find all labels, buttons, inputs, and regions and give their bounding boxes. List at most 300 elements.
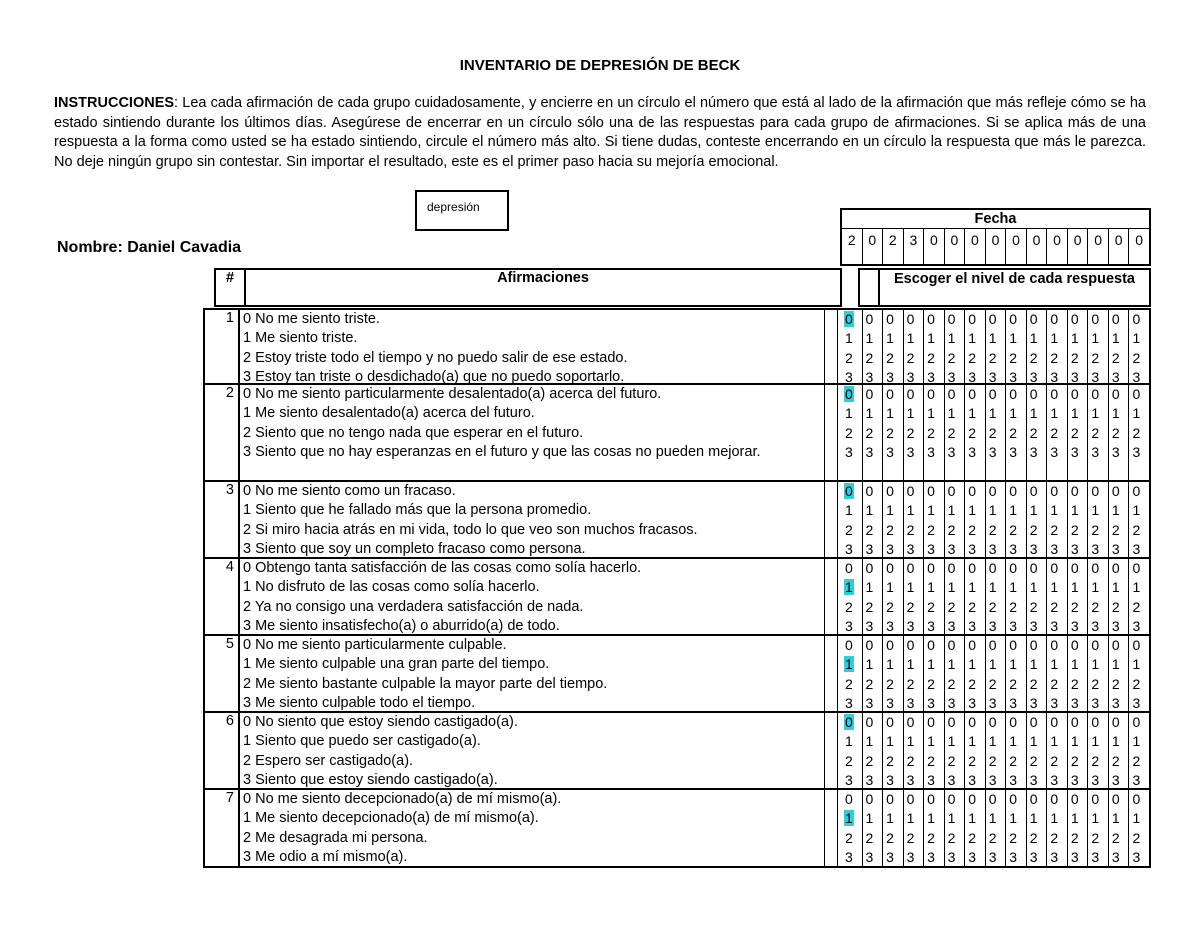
level-cell[interactable]	[906, 809, 924, 828]
level-cell[interactable]	[1131, 349, 1149, 368]
level-cell[interactable]	[885, 385, 903, 404]
level-cell[interactable]	[885, 732, 903, 751]
level-cell[interactable]	[865, 675, 883, 694]
level-cell[interactable]	[1090, 732, 1108, 751]
level-cell[interactable]	[947, 732, 965, 751]
level-cell[interactable]	[885, 752, 903, 771]
level-cell[interactable]	[1049, 385, 1067, 404]
level-cell[interactable]	[1090, 617, 1108, 636]
level-cell[interactable]	[988, 809, 1006, 828]
level-cell[interactable]	[967, 675, 985, 694]
level-cell[interactable]	[1008, 675, 1026, 694]
level-cell[interactable]	[1029, 771, 1047, 790]
level-cell[interactable]	[1111, 310, 1129, 329]
level-cell[interactable]	[1029, 404, 1047, 423]
level-cell[interactable]	[1111, 349, 1129, 368]
level-cell[interactable]	[967, 655, 985, 674]
level-cell[interactable]	[1090, 482, 1108, 501]
level-cell[interactable]	[906, 424, 924, 443]
level-cell[interactable]	[865, 501, 883, 520]
level-cell[interactable]	[988, 598, 1006, 617]
level-cell[interactable]	[1070, 559, 1088, 578]
level-cell[interactable]	[1070, 385, 1088, 404]
level-cell[interactable]	[1131, 732, 1149, 751]
level-cell[interactable]	[885, 598, 903, 617]
level-cell[interactable]	[1049, 694, 1067, 713]
level-cell[interactable]	[967, 790, 985, 809]
level-cell[interactable]	[1008, 752, 1026, 771]
level-cell[interactable]	[1111, 636, 1129, 655]
level-cell[interactable]	[1111, 329, 1129, 348]
level-cell[interactable]	[1008, 578, 1026, 597]
level-cell[interactable]	[906, 732, 924, 751]
level-cell[interactable]	[885, 675, 903, 694]
level-cell[interactable]	[1111, 617, 1129, 636]
level-cell[interactable]	[1008, 559, 1026, 578]
level-cell[interactable]	[1111, 809, 1129, 828]
level-cell[interactable]	[967, 713, 985, 732]
level-cell[interactable]	[1008, 501, 1026, 520]
level-cell[interactable]	[947, 809, 965, 828]
level-cell[interactable]	[967, 771, 985, 790]
level-cell[interactable]	[844, 617, 862, 636]
level-cell[interactable]	[967, 501, 985, 520]
level-cell[interactable]	[1070, 404, 1088, 423]
level-cell[interactable]	[1131, 694, 1149, 713]
level-cell[interactable]	[1111, 404, 1129, 423]
level-cell[interactable]	[926, 521, 944, 540]
level-cell[interactable]	[926, 829, 944, 848]
level-cell[interactable]	[967, 636, 985, 655]
level-cell[interactable]	[1090, 404, 1108, 423]
level-cell[interactable]	[1070, 443, 1088, 462]
level-cell[interactable]	[1049, 521, 1067, 540]
level-cell[interactable]	[906, 349, 924, 368]
level-cell[interactable]	[926, 329, 944, 348]
level-cell[interactable]	[906, 404, 924, 423]
level-cell[interactable]	[1049, 404, 1067, 423]
level-cell[interactable]	[988, 521, 1006, 540]
level-cell[interactable]	[988, 790, 1006, 809]
level-cell[interactable]	[1029, 598, 1047, 617]
level-cell[interactable]	[967, 385, 985, 404]
level-cell[interactable]	[988, 732, 1006, 751]
level-cell[interactable]	[1090, 636, 1108, 655]
level-cell[interactable]	[1111, 848, 1129, 867]
selected-level-cell[interactable]	[844, 809, 862, 828]
level-cell[interactable]	[926, 559, 944, 578]
level-cell[interactable]	[1008, 310, 1026, 329]
level-cell[interactable]	[1008, 540, 1026, 559]
level-cell[interactable]	[906, 482, 924, 501]
level-cell[interactable]	[988, 404, 1006, 423]
level-cell[interactable]	[844, 443, 862, 462]
level-cell[interactable]	[1008, 809, 1026, 828]
level-cell[interactable]	[1029, 521, 1047, 540]
level-cell[interactable]	[1070, 694, 1088, 713]
level-cell[interactable]	[1049, 675, 1067, 694]
level-cell[interactable]	[1049, 809, 1067, 828]
level-cell[interactable]	[906, 655, 924, 674]
level-cell[interactable]	[967, 329, 985, 348]
level-cell[interactable]	[844, 636, 862, 655]
level-cell[interactable]	[926, 636, 944, 655]
level-cell[interactable]	[1070, 655, 1088, 674]
level-cell[interactable]	[1049, 752, 1067, 771]
level-cell[interactable]	[844, 732, 862, 751]
level-cell[interactable]	[865, 443, 883, 462]
level-cell[interactable]	[1029, 310, 1047, 329]
level-cell[interactable]	[926, 443, 944, 462]
level-cell[interactable]	[1029, 829, 1047, 848]
level-cell[interactable]	[926, 349, 944, 368]
level-cell[interactable]	[1029, 385, 1047, 404]
level-cell[interactable]	[1008, 521, 1026, 540]
level-cell[interactable]	[947, 443, 965, 462]
level-cell[interactable]	[844, 349, 862, 368]
level-cell[interactable]	[906, 829, 924, 848]
level-cell[interactable]	[1049, 771, 1067, 790]
level-cell[interactable]	[844, 501, 862, 520]
level-cell[interactable]	[885, 424, 903, 443]
level-cell[interactable]	[1029, 578, 1047, 597]
level-cell[interactable]	[988, 617, 1006, 636]
level-cell[interactable]	[1029, 713, 1047, 732]
level-cell[interactable]	[926, 655, 944, 674]
level-cell[interactable]	[1070, 482, 1088, 501]
level-cell[interactable]	[988, 713, 1006, 732]
level-cell[interactable]	[988, 675, 1006, 694]
level-cell[interactable]	[967, 598, 985, 617]
level-cell[interactable]	[967, 578, 985, 597]
level-cell[interactable]	[1049, 424, 1067, 443]
level-cell[interactable]	[844, 424, 862, 443]
level-cell[interactable]	[865, 424, 883, 443]
level-cell[interactable]	[1029, 675, 1047, 694]
level-cell[interactable]	[885, 349, 903, 368]
level-cell[interactable]	[1070, 848, 1088, 867]
level-cell[interactable]	[1008, 713, 1026, 732]
level-cell[interactable]	[988, 501, 1006, 520]
level-cell[interactable]	[844, 752, 862, 771]
level-cell[interactable]	[906, 540, 924, 559]
level-cell[interactable]	[1049, 501, 1067, 520]
level-cell[interactable]	[885, 713, 903, 732]
level-cell[interactable]	[1070, 732, 1088, 751]
level-cell[interactable]	[865, 329, 883, 348]
level-cell[interactable]	[1029, 694, 1047, 713]
level-cell[interactable]	[926, 310, 944, 329]
level-cell[interactable]	[1111, 713, 1129, 732]
level-cell[interactable]	[947, 655, 965, 674]
selected-level-cell[interactable]	[844, 713, 862, 732]
level-cell[interactable]	[1029, 443, 1047, 462]
level-cell[interactable]	[926, 598, 944, 617]
level-cell[interactable]	[1008, 771, 1026, 790]
level-cell[interactable]	[1008, 790, 1026, 809]
level-cell[interactable]	[967, 482, 985, 501]
level-cell[interactable]	[1131, 713, 1149, 732]
level-cell[interactable]	[865, 732, 883, 751]
level-cell[interactable]	[1029, 501, 1047, 520]
level-cell[interactable]	[1131, 329, 1149, 348]
level-cell[interactable]	[947, 617, 965, 636]
level-cell[interactable]	[1131, 790, 1149, 809]
level-cell[interactable]	[988, 424, 1006, 443]
level-cell[interactable]	[885, 655, 903, 674]
level-cell[interactable]	[988, 578, 1006, 597]
level-cell[interactable]	[947, 829, 965, 848]
level-cell[interactable]	[1131, 578, 1149, 597]
level-cell[interactable]	[1070, 598, 1088, 617]
level-cell[interactable]	[865, 385, 883, 404]
level-cell[interactable]	[1070, 310, 1088, 329]
level-cell[interactable]	[885, 617, 903, 636]
level-cell[interactable]	[1070, 578, 1088, 597]
level-cell[interactable]	[1111, 424, 1129, 443]
level-cell[interactable]	[1070, 521, 1088, 540]
level-cell[interactable]	[885, 404, 903, 423]
level-cell[interactable]	[885, 521, 903, 540]
level-cell[interactable]	[865, 809, 883, 828]
level-cell[interactable]	[1008, 329, 1026, 348]
level-cell[interactable]	[1049, 310, 1067, 329]
level-cell[interactable]	[1090, 310, 1108, 329]
level-cell[interactable]	[1111, 655, 1129, 674]
level-cell[interactable]	[906, 771, 924, 790]
level-cell[interactable]	[865, 848, 883, 867]
level-cell[interactable]	[1049, 655, 1067, 674]
level-cell[interactable]	[926, 540, 944, 559]
level-cell[interactable]	[1131, 598, 1149, 617]
level-cell[interactable]	[885, 829, 903, 848]
level-cell[interactable]	[988, 655, 1006, 674]
level-cell[interactable]	[947, 329, 965, 348]
level-cell[interactable]	[885, 694, 903, 713]
level-cell[interactable]	[1090, 752, 1108, 771]
level-cell[interactable]	[967, 443, 985, 462]
level-cell[interactable]	[1070, 501, 1088, 520]
level-cell[interactable]	[865, 752, 883, 771]
level-cell[interactable]	[1029, 349, 1047, 368]
level-cell[interactable]	[1029, 790, 1047, 809]
level-cell[interactable]	[1111, 521, 1129, 540]
level-cell[interactable]	[1131, 443, 1149, 462]
level-cell[interactable]	[967, 540, 985, 559]
level-cell[interactable]	[1029, 655, 1047, 674]
level-cell[interactable]	[988, 694, 1006, 713]
level-cell[interactable]	[865, 694, 883, 713]
level-cell[interactable]	[865, 636, 883, 655]
level-cell[interactable]	[906, 617, 924, 636]
level-cell[interactable]	[906, 443, 924, 462]
level-cell[interactable]	[1090, 675, 1108, 694]
level-cell[interactable]	[1090, 655, 1108, 674]
level-cell[interactable]	[865, 482, 883, 501]
level-cell[interactable]	[1090, 598, 1108, 617]
level-cell[interactable]	[1111, 694, 1129, 713]
level-cell[interactable]	[1008, 655, 1026, 674]
level-cell[interactable]	[865, 713, 883, 732]
level-cell[interactable]	[844, 404, 862, 423]
level-cell[interactable]	[967, 829, 985, 848]
level-cell[interactable]	[1049, 617, 1067, 636]
level-cell[interactable]	[1131, 675, 1149, 694]
level-cell[interactable]	[885, 578, 903, 597]
level-cell[interactable]	[1090, 521, 1108, 540]
level-cell[interactable]	[1049, 443, 1067, 462]
level-cell[interactable]	[844, 559, 862, 578]
level-cell[interactable]	[967, 559, 985, 578]
level-cell[interactable]	[926, 752, 944, 771]
level-cell[interactable]	[1008, 598, 1026, 617]
level-cell[interactable]	[947, 675, 965, 694]
selected-level-cell[interactable]	[844, 578, 862, 597]
level-cell[interactable]	[844, 829, 862, 848]
level-cell[interactable]	[865, 559, 883, 578]
level-cell[interactable]	[906, 752, 924, 771]
level-cell[interactable]	[988, 329, 1006, 348]
level-cell[interactable]	[947, 424, 965, 443]
level-cell[interactable]	[885, 501, 903, 520]
level-cell[interactable]	[906, 598, 924, 617]
level-cell[interactable]	[906, 675, 924, 694]
level-cell[interactable]	[1029, 482, 1047, 501]
level-cell[interactable]	[865, 829, 883, 848]
level-cell[interactable]	[865, 540, 883, 559]
level-cell[interactable]	[844, 675, 862, 694]
level-cell[interactable]	[844, 598, 862, 617]
level-cell[interactable]	[988, 771, 1006, 790]
level-cell[interactable]	[1070, 829, 1088, 848]
level-cell[interactable]	[926, 424, 944, 443]
level-cell[interactable]	[947, 540, 965, 559]
level-cell[interactable]	[947, 713, 965, 732]
level-cell[interactable]	[967, 310, 985, 329]
level-cell[interactable]	[1090, 848, 1108, 867]
level-cell[interactable]	[967, 694, 985, 713]
level-cell[interactable]	[988, 443, 1006, 462]
level-cell[interactable]	[947, 848, 965, 867]
level-cell[interactable]	[1070, 424, 1088, 443]
level-cell[interactable]	[1029, 848, 1047, 867]
level-cell[interactable]	[1070, 675, 1088, 694]
level-cell[interactable]	[1008, 482, 1026, 501]
level-cell[interactable]	[1029, 617, 1047, 636]
level-cell[interactable]	[865, 578, 883, 597]
level-cell[interactable]	[1070, 713, 1088, 732]
level-cell[interactable]	[844, 790, 862, 809]
level-cell[interactable]	[967, 732, 985, 751]
level-cell[interactable]	[1131, 809, 1149, 828]
level-cell[interactable]	[947, 310, 965, 329]
level-cell[interactable]	[1090, 694, 1108, 713]
level-cell[interactable]	[1111, 385, 1129, 404]
level-cell[interactable]	[844, 771, 862, 790]
level-cell[interactable]	[1090, 540, 1108, 559]
level-cell[interactable]	[1070, 636, 1088, 655]
level-cell[interactable]	[988, 829, 1006, 848]
level-cell[interactable]	[926, 809, 944, 828]
level-cell[interactable]	[967, 349, 985, 368]
level-cell[interactable]	[947, 771, 965, 790]
level-cell[interactable]	[947, 559, 965, 578]
level-cell[interactable]	[926, 790, 944, 809]
level-cell[interactable]	[906, 790, 924, 809]
level-cell[interactable]	[1131, 752, 1149, 771]
level-cell[interactable]	[1111, 559, 1129, 578]
level-cell[interactable]	[926, 578, 944, 597]
level-cell[interactable]	[1008, 829, 1026, 848]
level-cell[interactable]	[926, 848, 944, 867]
level-cell[interactable]	[1070, 790, 1088, 809]
level-cell[interactable]	[1070, 349, 1088, 368]
level-cell[interactable]	[947, 404, 965, 423]
level-cell[interactable]	[1111, 771, 1129, 790]
level-cell[interactable]	[1131, 617, 1149, 636]
level-cell[interactable]	[1008, 848, 1026, 867]
level-cell[interactable]	[1029, 752, 1047, 771]
level-cell[interactable]	[947, 501, 965, 520]
level-cell[interactable]	[1049, 848, 1067, 867]
level-cell[interactable]	[1111, 540, 1129, 559]
level-cell[interactable]	[1049, 829, 1067, 848]
level-cell[interactable]	[906, 329, 924, 348]
level-cell[interactable]	[1131, 310, 1149, 329]
level-cell[interactable]	[906, 848, 924, 867]
level-cell[interactable]	[967, 809, 985, 828]
level-cell[interactable]	[1008, 636, 1026, 655]
level-cell[interactable]	[988, 559, 1006, 578]
level-cell[interactable]	[926, 501, 944, 520]
level-cell[interactable]	[988, 752, 1006, 771]
level-cell[interactable]	[906, 636, 924, 655]
level-cell[interactable]	[926, 617, 944, 636]
level-cell[interactable]	[1131, 404, 1149, 423]
level-cell[interactable]	[1049, 540, 1067, 559]
level-cell[interactable]	[844, 329, 862, 348]
level-cell[interactable]	[844, 521, 862, 540]
level-cell[interactable]	[1070, 809, 1088, 828]
level-cell[interactable]	[988, 848, 1006, 867]
level-cell[interactable]	[906, 385, 924, 404]
level-cell[interactable]	[1090, 829, 1108, 848]
level-cell[interactable]	[865, 598, 883, 617]
level-cell[interactable]	[906, 713, 924, 732]
level-cell[interactable]	[865, 790, 883, 809]
level-cell[interactable]	[1029, 732, 1047, 751]
level-cell[interactable]	[1029, 636, 1047, 655]
level-cell[interactable]	[967, 521, 985, 540]
selected-level-cell[interactable]	[844, 385, 862, 404]
level-cell[interactable]	[947, 349, 965, 368]
level-cell[interactable]	[967, 848, 985, 867]
level-cell[interactable]	[1111, 598, 1129, 617]
level-cell[interactable]	[1049, 482, 1067, 501]
level-cell[interactable]	[844, 540, 862, 559]
level-cell[interactable]	[1111, 790, 1129, 809]
level-cell[interactable]	[885, 310, 903, 329]
level-cell[interactable]	[1090, 349, 1108, 368]
level-cell[interactable]	[967, 617, 985, 636]
level-cell[interactable]	[1131, 655, 1149, 674]
level-cell[interactable]	[1029, 540, 1047, 559]
level-cell[interactable]	[906, 578, 924, 597]
level-cell[interactable]	[1111, 443, 1129, 462]
level-cell[interactable]	[1131, 636, 1149, 655]
level-cell[interactable]	[1008, 443, 1026, 462]
level-cell[interactable]	[1008, 732, 1026, 751]
